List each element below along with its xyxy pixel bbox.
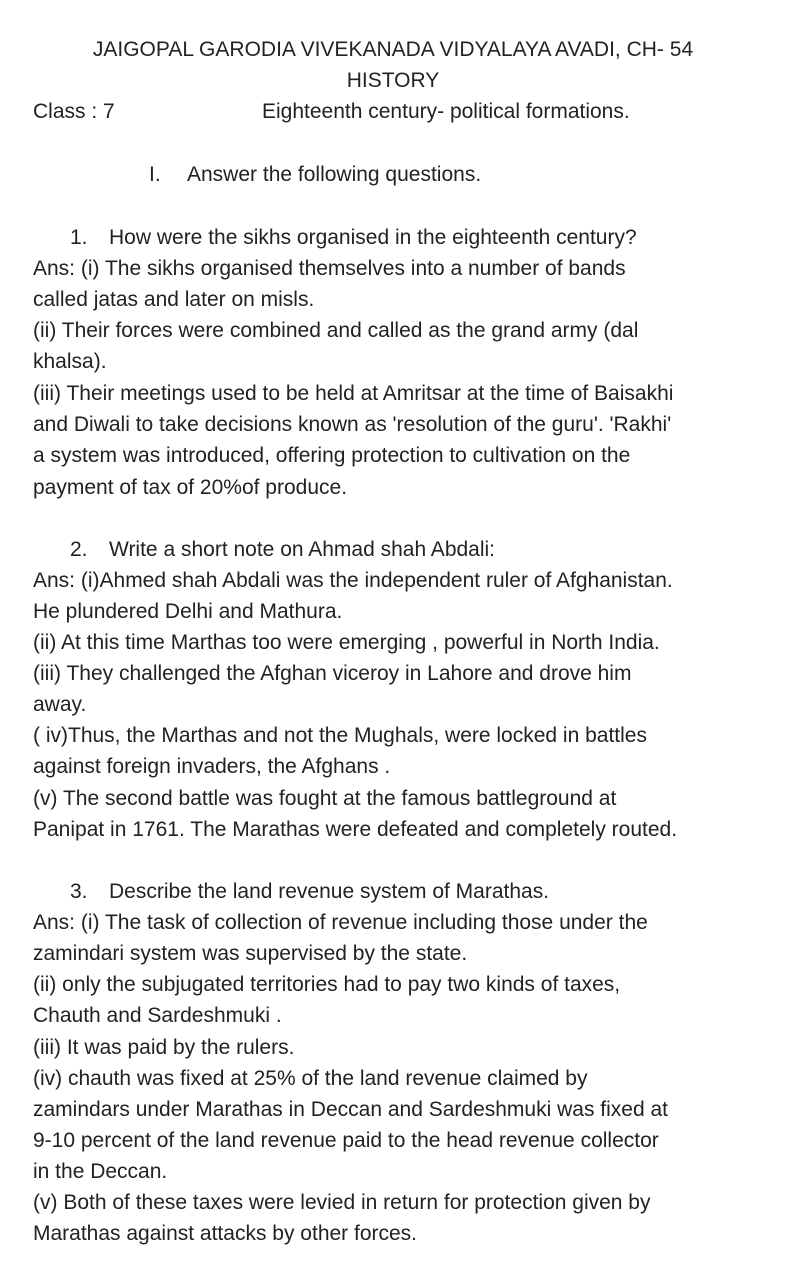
answer-line: (iii) They challenged the Afghan viceroy in Lahore and drove him [33,662,632,685]
answer-line: Ans: (i)Ahmed shah Abdali was the independent ruler of Afghanistan. [33,569,673,592]
question-text: How were the sikhs organised in the eighteenth century? [109,226,637,249]
answer-line: He plundered Delhi and Mathura. [33,600,343,623]
answer-line: khalsa). [33,350,107,373]
answer-line: Ans: (i) The task of collection of revenue including those under the [33,911,648,934]
answer-line: (ii) only the subjugated territories had to pay two kinds of taxes, [33,973,621,996]
question-text: Describe the land revenue system of Marathas. [109,880,550,903]
question-number: 2. [70,538,88,561]
answer-line: (iii) Their meetings used to be held at Amritsar at the time of Baisakhi [33,382,674,405]
answer-line: (v) The second battle was fought at the famous battleground at [33,787,617,810]
section-title: Answer the following questions. [187,163,482,186]
answer-line: (iii) It was paid by the rulers. [33,1036,295,1059]
answer-line: Ans: (i) The sikhs organised themselves into a number of bands [33,257,626,280]
question-number: 1. [70,226,88,249]
answer-line: and Diwali to take decisions known as 'resolution of the guru'. 'Rakhi' [33,413,672,436]
question-1 [70,227,637,248]
section-label: I. [149,163,161,186]
answer-line: (iv) chauth was fixed at 25% of the land revenue claimed by [33,1067,588,1090]
answer-line: 9-10 percent of the land revenue paid to the head revenue collector [33,1129,659,1152]
question-2 [70,539,495,560]
answer-line: (v) Both of these taxes were levied in return for protection given by [33,1191,651,1214]
question-number: 3. [70,880,88,903]
answer-line: (ii) Their forces were combined and called as the grand army (dal [33,319,639,342]
answer-line: Chauth and Sardeshmuki . [33,1004,282,1027]
answer-line: in the Deccan. [33,1160,168,1183]
subject-title: HISTORY [346,69,440,92]
answer-line: away. [33,693,87,716]
answer-line: (ii) At this time Marthas too were emerging , powerful in North India. [33,631,660,654]
answer-line: a system was introduced, offering protection to cultivation on the [33,444,631,467]
answer-line: zamindari system was supervised by the state. [33,942,468,965]
class-label: Class : 7 [33,100,115,123]
answer-line: ( iv)Thus, the Marthas and not the Mughals, were locked in battles [33,724,647,747]
question-text: Write a short note on Ahmad shah Abdali: [109,538,496,561]
answer-line: called jatas and later on misls. [33,288,315,311]
answer-line: payment of tax of 20%of produce. [33,476,348,499]
answer-line: Panipat in 1761. The Marathas were defeated and completely routed. [33,818,678,841]
answer-line: against foreign invaders, the Afghans . [33,755,391,778]
question-3 [70,881,549,902]
answer-line: Marathas against attacks by other forces. [33,1222,418,1245]
school-name: JAIGOPAL GARODIA VIVEKANADA VIDYALAYA AVADI, CH- 54 [92,38,694,61]
answer-line: zamindars under Marathas in Deccan and Sardeshmuki was fixed at [33,1098,668,1121]
chapter-title: Eighteenth century- political formations. [262,100,630,123]
